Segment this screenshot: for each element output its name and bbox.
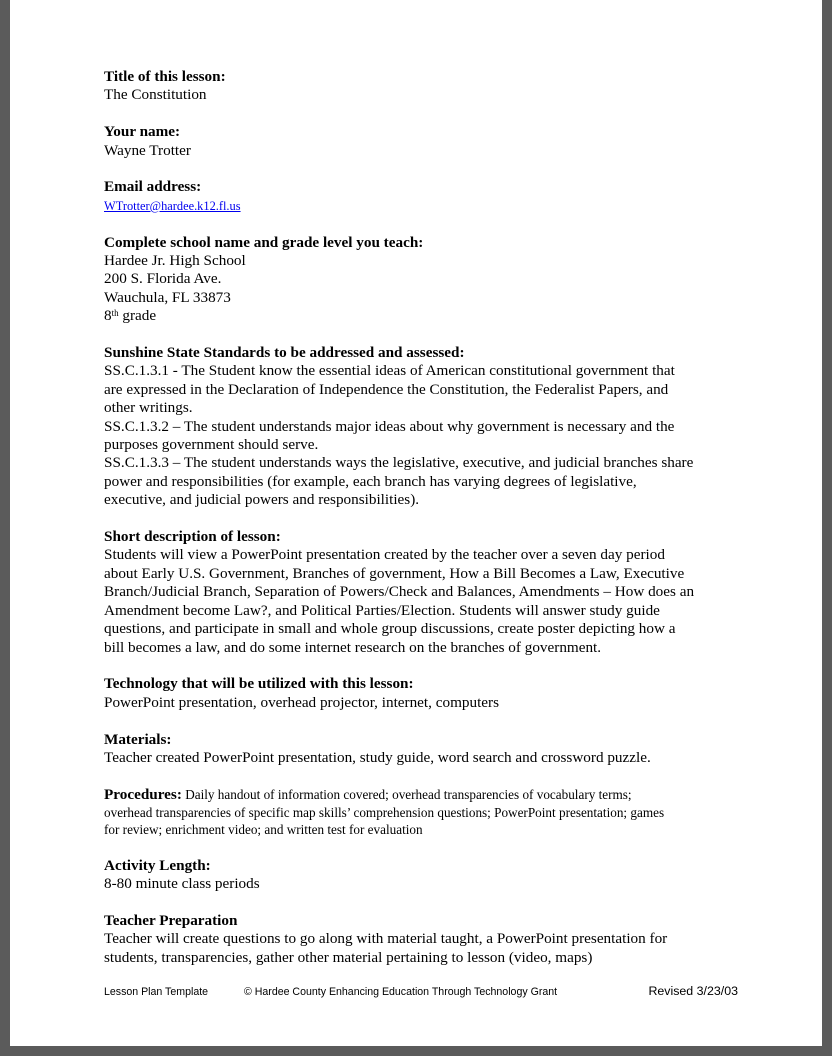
procedures-line: Daily handout of information covered; overhead transparencies of vocabulary terms; <box>181 786 632 802</box>
standards-line: SS.C.1.3.3 – The student understands ways the legislative, executive, and judicial branches share <box>104 454 694 472</box>
standards-line: other writings. <box>104 399 193 417</box>
description-line: Branch/Judicial Branch, Separation of Powers/Check and Balances, Amendments – How does an <box>104 583 695 601</box>
materials-value: Teacher created PowerPoint presentation, study guide, word search and crossword puzzle. <box>104 748 651 766</box>
grade-text: grade <box>118 307 157 325</box>
prep-line: Teacher will create questions to go along with material taught, a PowerPoint presentation for <box>104 930 668 948</box>
standards-line: are expressed in the Declaration of Independence the Constitution, the Federalist Papers, and <box>104 380 669 398</box>
grade-superscript: th <box>111 308 119 319</box>
activity-label: Activity Length: <box>104 856 211 874</box>
footer-copyright: © Hardee County Enhancing Education Through Technology Grant <box>244 986 558 998</box>
technology-label: Technology that will be utilized with this lesson: <box>104 675 414 693</box>
technology-value: PowerPoint presentation, overhead projector, internet, computers <box>104 693 499 711</box>
section-description <box>104 528 744 657</box>
title-label: Title of this lesson: <box>104 68 226 85</box>
page-footer <box>104 984 744 1002</box>
description-label: Short description of lesson: <box>104 528 281 546</box>
footer-revised-date: Revised 3/23/03 <box>648 984 738 998</box>
school-line: 200 S. Florida Ave. <box>104 270 222 288</box>
materials-label: Materials: <box>104 730 172 748</box>
section-name <box>104 123 744 160</box>
grade-number: 8 <box>104 307 112 325</box>
standards-line: power and responsibilities (for example, each branch has varying degrees of legislative, <box>104 472 637 490</box>
prep-label: Teacher Preparation <box>104 911 238 929</box>
title-value: The Constitution <box>104 86 207 104</box>
school-line: Hardee Jr. High School <box>104 252 246 270</box>
description-line: Amendment become Law?, and Political Parties/Election. Students will answer study guide <box>104 601 660 619</box>
email-label: Email address: <box>104 178 202 196</box>
procedures-line: overhead transparencies of specific map skills’ comprehension questions; PowerPoint presentation; games <box>104 805 665 821</box>
procedures-first-line <box>104 786 744 804</box>
section-standards <box>104 344 744 510</box>
school-line: Wauchula, FL 33873 <box>104 288 231 306</box>
section-activity-length <box>104 857 744 894</box>
description-line: bill becomes a law, and do some internet research on the branches of government. <box>104 638 602 656</box>
section-technology <box>104 675 744 712</box>
standards-line: purposes government should serve. <box>104 436 319 454</box>
name-value: Wayne Trotter <box>104 141 191 159</box>
description-line: Students will view a PowerPoint presentation created by the teacher over a seven day period <box>104 546 665 564</box>
footer-template-label: Lesson Plan Template <box>104 986 209 998</box>
description-line: about Early U.S. Government, Branches of government, How a Bill Becomes a Law, Executive <box>104 564 685 582</box>
lesson-plan-body <box>104 68 744 985</box>
section-school <box>104 234 744 326</box>
standards-label: Sunshine State Standards to be addressed and assessed: <box>104 344 465 362</box>
activity-value: 8-80 minute class periods <box>104 874 260 892</box>
standards-line: executive, and judicial powers and responsibilities). <box>104 491 420 509</box>
school-label: Complete school name and grade level you teach: <box>104 233 424 251</box>
procedures-label: Procedures: <box>104 785 182 803</box>
procedures-line: for review; enrichment video; and written test for evaluation <box>104 822 423 838</box>
name-label: Your name: <box>104 123 181 141</box>
standards-line: SS.C.1.3.1 - The Student know the essential ideas of American constitutional government that <box>104 362 675 380</box>
section-title <box>104 68 744 105</box>
email-link[interactable]: WTrotter@hardee.k12.fl.us <box>104 198 241 213</box>
grade-line <box>104 307 744 325</box>
section-teacher-preparation <box>104 912 744 967</box>
standards-line: SS.C.1.3.2 – The student understands major ideas about why government is necessary and the <box>104 417 675 435</box>
document-page <box>10 0 822 1046</box>
description-line: questions, and participate in small and whole group discussions, create poster depicting how a <box>104 620 676 638</box>
section-materials <box>104 731 744 768</box>
section-procedures <box>104 786 744 838</box>
section-email <box>104 178 744 215</box>
prep-line: students, transparencies, gather other material pertaining to lesson (video, maps) <box>104 948 593 966</box>
